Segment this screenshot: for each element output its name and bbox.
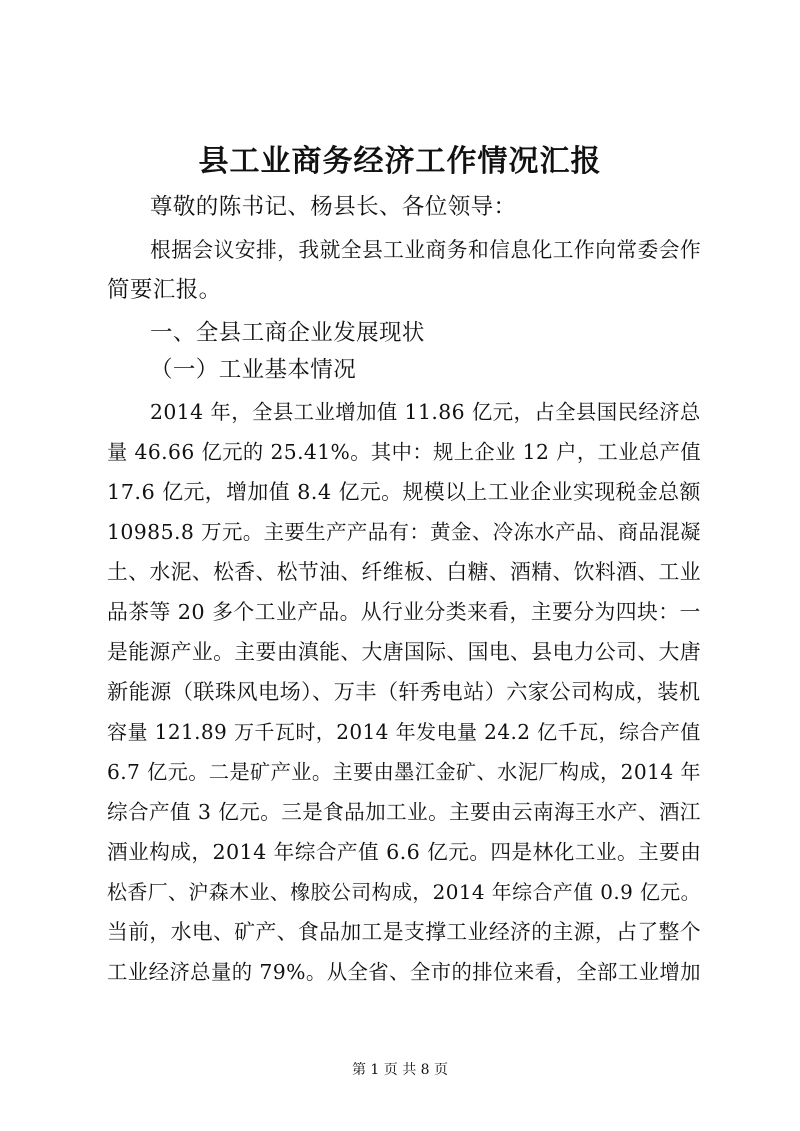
paragraph-line: 土、水泥、松香、松节油、纤维板、白糖、酒精、饮料酒、工业 bbox=[107, 560, 701, 584]
paragraph-line: 工业经济总量的 79%。从全省、全市的排位来看，全部工业增加 bbox=[107, 960, 701, 984]
paragraph-line: 容量 121.89 万千瓦时，2014 年发电量 24.2 亿千瓦，综合产值 bbox=[107, 720, 701, 744]
paragraph-line: 10985.8 万元。主要生产产品有：黄金、冷冻水产品、商品混凝 bbox=[107, 520, 701, 544]
paragraph-line: 简要汇报。 bbox=[107, 277, 222, 303]
page-number-footer: 第 1 页 共 8 页 bbox=[351, 1062, 449, 1078]
paragraph-line: 酒业构成，2014 年综合产值 6.6 亿元。四是林化工业。主要由 bbox=[107, 840, 702, 864]
paragraph-line: 品茶等 20 多个工业产品。从行业分类来看，主要分为四块：一 bbox=[107, 600, 701, 624]
paragraph-line: 17.6 亿元，增加值 8.4 亿元。规模以上工业企业实现税金总额 bbox=[107, 480, 701, 504]
paragraph-line: 量 46.66 亿元的 25.41%。其中：规上企业 12 户，工业总产值 bbox=[107, 440, 702, 464]
paragraph-line: 根据会议安排，我就全县工业商务和信息化工作向常委会作 bbox=[150, 238, 702, 262]
paragraph-line: 2014 年，全县工业增加值 11.86 亿元，占全县国民经济总 bbox=[150, 400, 701, 424]
subsection-heading: （一）工业基本情况 bbox=[150, 357, 357, 383]
document-title: 县工业商务经济工作情况汇报 bbox=[198, 144, 602, 179]
paragraph-line: 新能源（联珠风电场）、万丰（轩秀电站）六家公司构成，装机 bbox=[107, 679, 701, 704]
paragraph-line: 是能源产业。主要由滇能、大唐国际、国电、县电力公司、大唐 bbox=[107, 640, 701, 664]
salutation: 尊敬的陈书记、杨县长、各位领导： bbox=[150, 194, 517, 220]
paragraph-line: 6.7 亿元。二是矿产业。主要由墨江金矿、水泥厂构成，2014 年 bbox=[107, 760, 702, 784]
section-heading: 一、全县工商企业发展现状 bbox=[150, 320, 425, 346]
paragraph-line: 当前，水电、矿产、食品加工是支撑工业经济的主源，占了整个 bbox=[107, 920, 701, 944]
paragraph-line: 松香厂、沪森木业、橡胶公司构成，2014 年综合产值 0.9 亿元。 bbox=[107, 880, 702, 904]
paragraph-line: 综合产值 3 亿元。三是食品加工业。主要由云南海王水产、酒江 bbox=[107, 800, 701, 824]
